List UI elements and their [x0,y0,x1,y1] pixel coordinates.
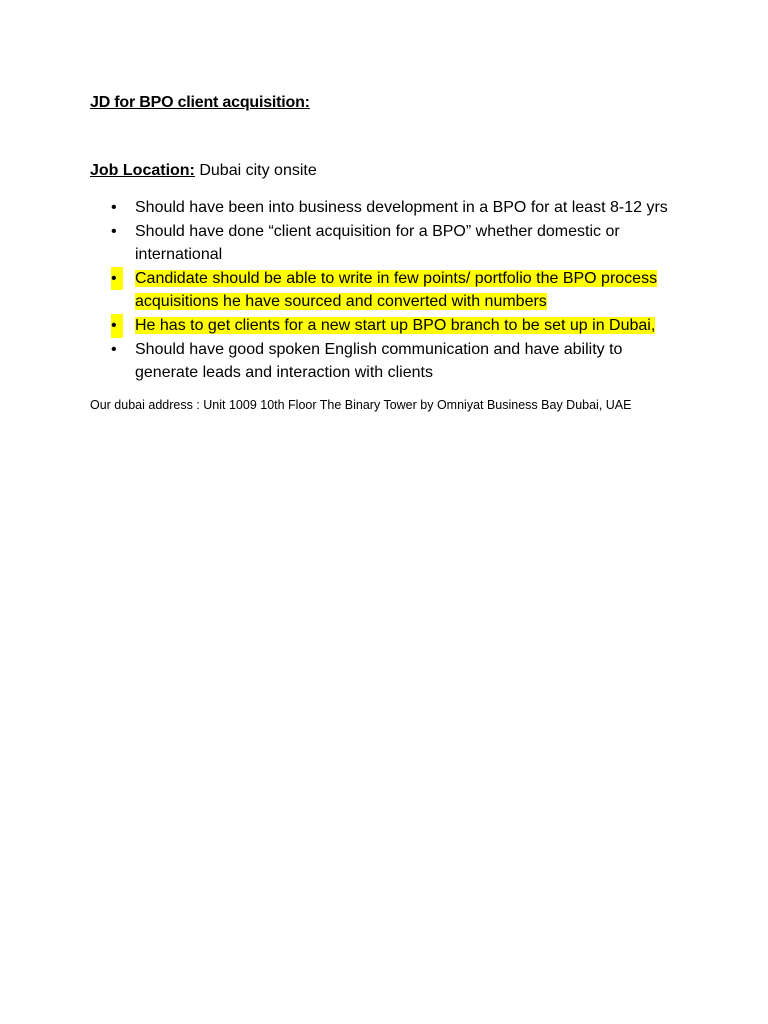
requirement-item-highlighted [90,314,690,338]
requirements-list [90,196,690,385]
bullet-icon: • [111,267,123,291]
requirement-text: He has to get clients for a new start up BPO branch to be set up in Dubai, [135,316,656,334]
job-location-value: Dubai city onsite [199,162,317,179]
requirement-item [90,338,690,385]
bullet-icon: • [111,340,117,358]
requirement-text: Candidate should be able to write in few points/ portfolio the BPO process acquisitions he have sourced and converted with numbers [135,269,658,311]
bullet-icon: • [111,314,123,338]
job-location-line [90,162,317,180]
requirement-item-highlighted [90,267,690,314]
job-location-label: Job Location: [90,162,195,179]
bullet-icon: • [111,199,117,216]
requirement-text: Should have been into business development in a BPO for at least 8-12 yrs [135,199,668,216]
office-address: Our dubai address : Unit 1009 10th Floor The Binary Tower by Omniyat Business Bay Dubai, UAE [90,398,632,412]
requirement-text: Should have good spoken English communication and have ability to generate leads and interaction with clients [135,340,623,382]
requirement-text: Should have done “client acquisition for a BPO” whether domestic or international [135,222,620,264]
document-title: JD for BPO client acquisition: [90,94,310,111]
bullet-icon: • [111,222,117,240]
requirement-item [90,220,690,267]
requirement-item [90,196,690,220]
